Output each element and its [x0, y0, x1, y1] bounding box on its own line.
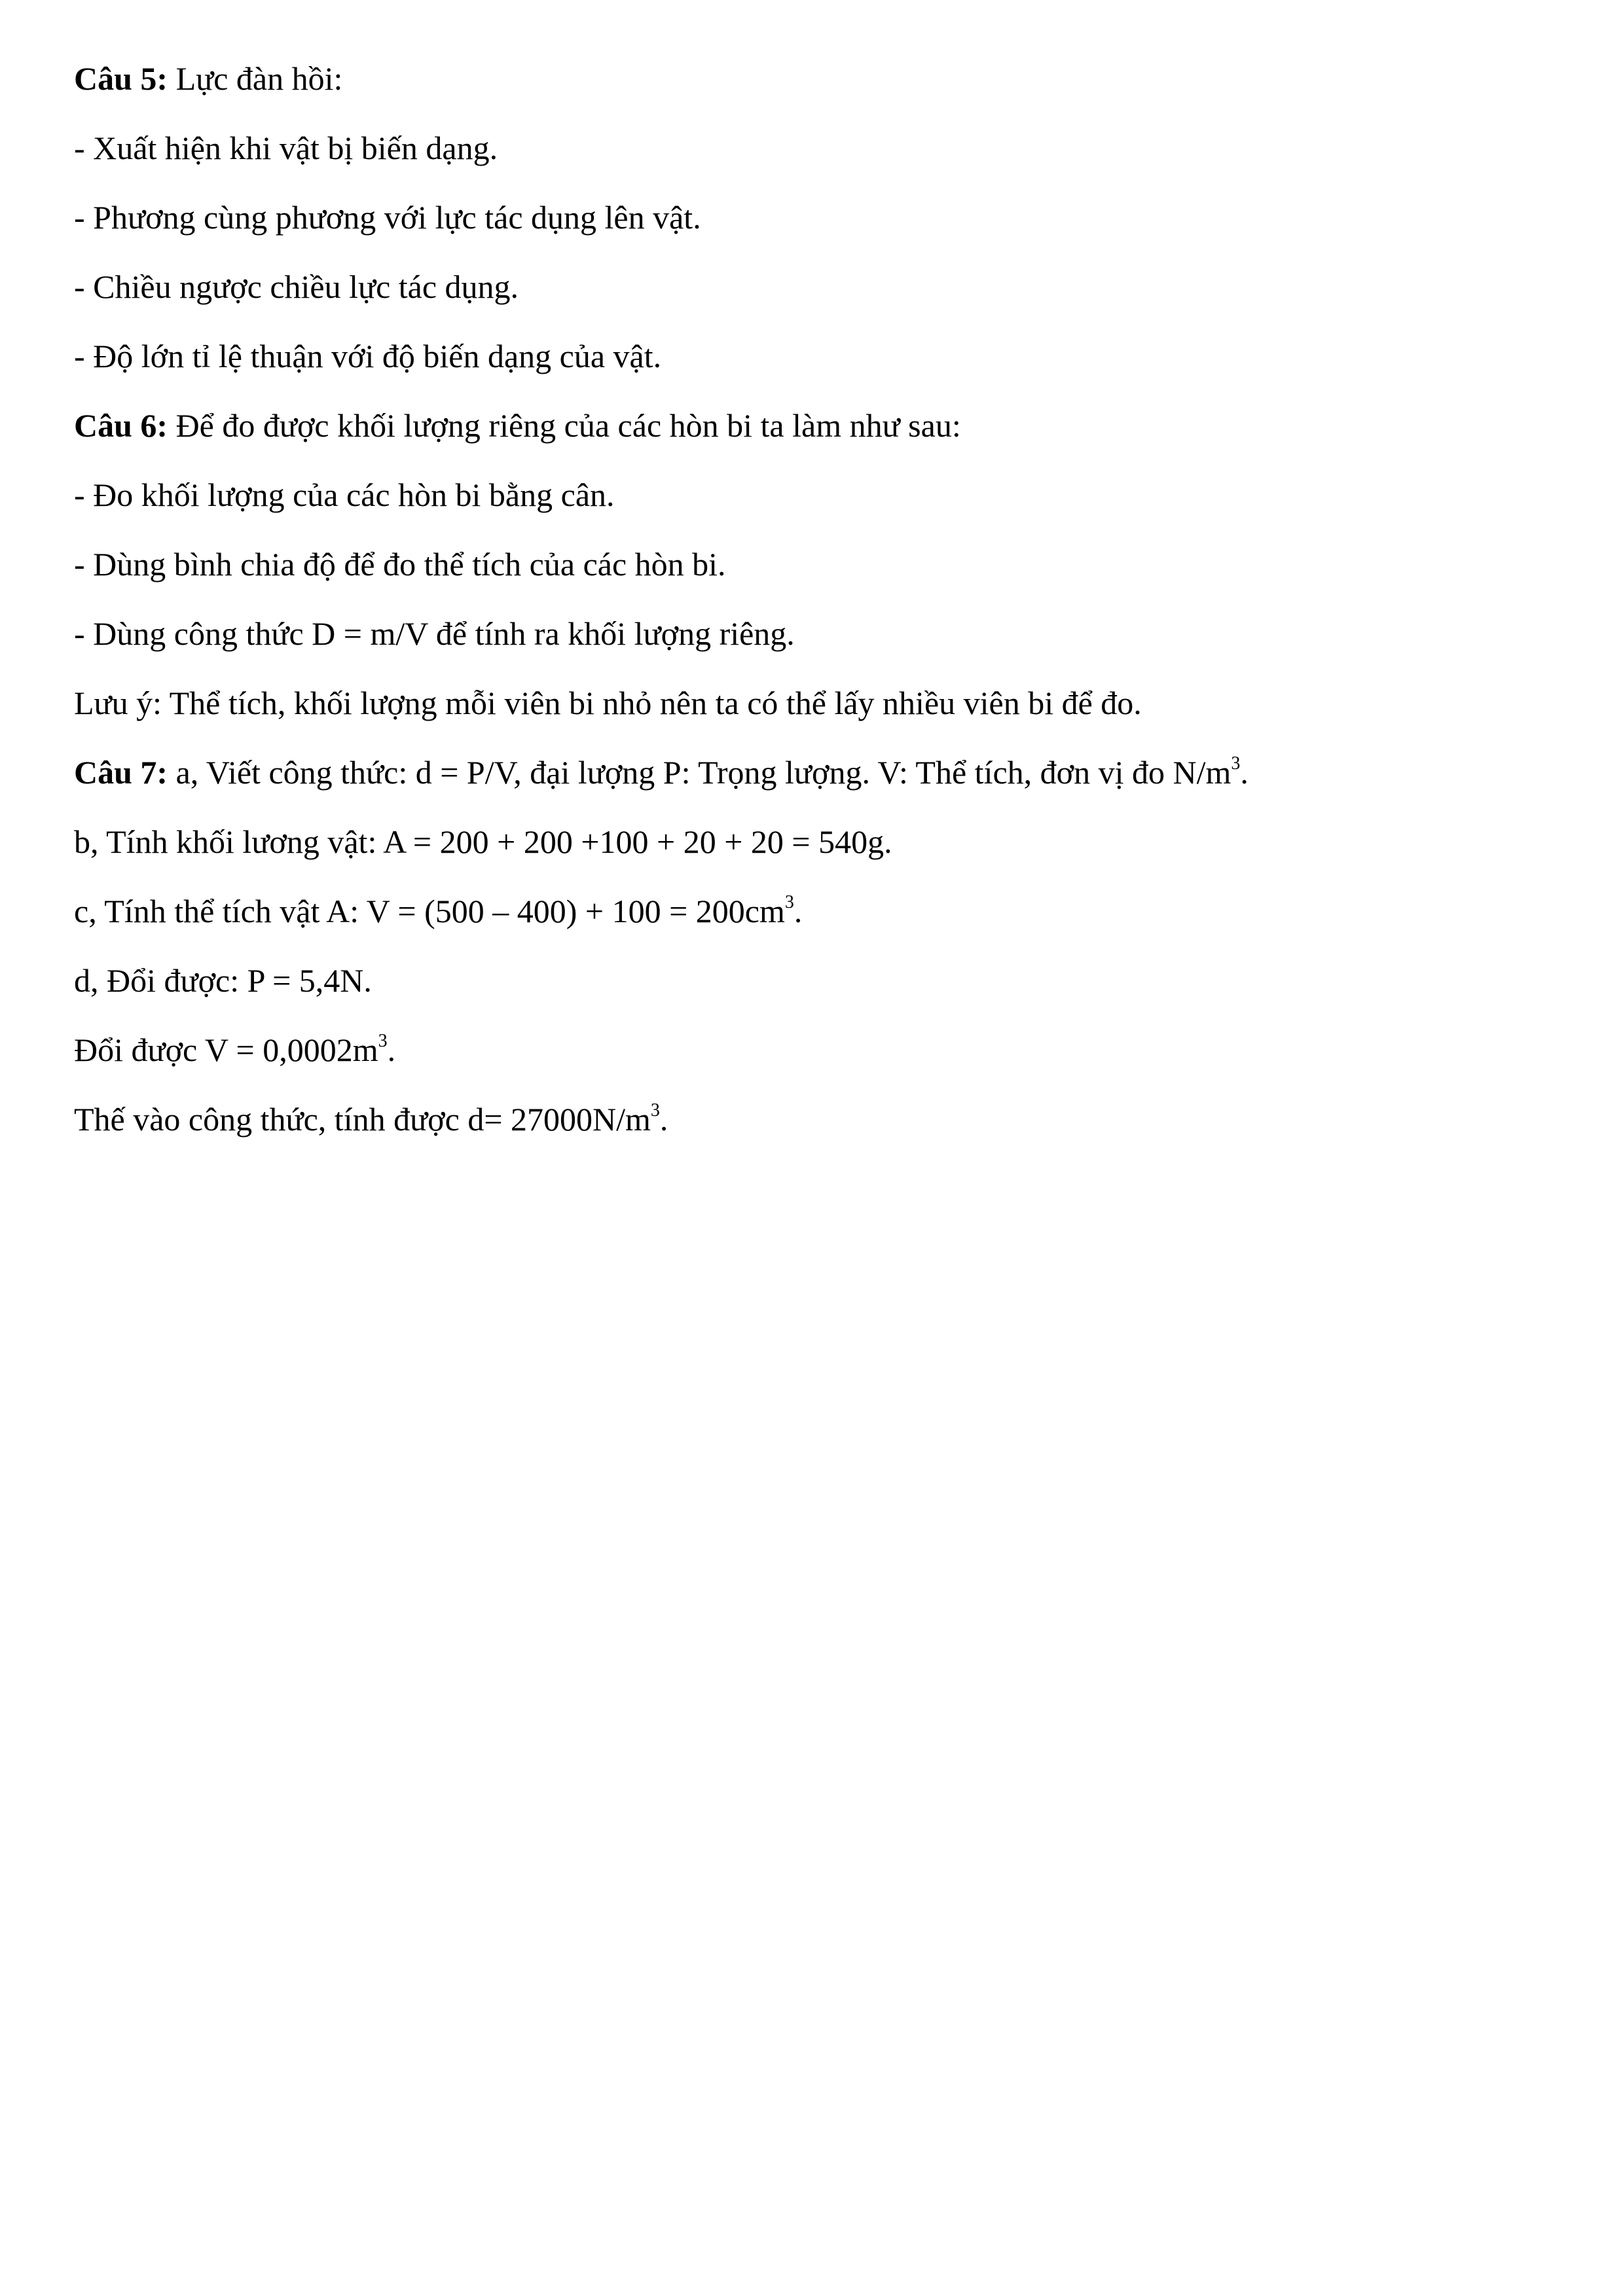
q7-f-line: [74, 1100, 1547, 1169]
q5-title: Lực đàn hồi:: [168, 60, 343, 97]
q7-e-sup: 3: [378, 1031, 388, 1051]
q6-title-line: [74, 406, 1547, 475]
q7-a-end: .: [1240, 754, 1249, 791]
q7-f-text: Thế vào công thức, tính được d= 27000N/m: [74, 1101, 651, 1138]
q6-item-2: - Dùng bình chia độ để đo thể tích của các hòn bi.: [74, 546, 726, 583]
q7-e-line: [74, 1030, 1547, 1100]
q7-a-line: [74, 753, 1547, 822]
q7-c-sup: 3: [784, 892, 794, 912]
q6-heading: Câu 6:: [74, 407, 168, 444]
q5-heading: Câu 5:: [74, 60, 168, 97]
q7-b-line: b, Tính khối lương vật: A = 200 + 200 +100 + 20 + 20 = 540g.: [74, 823, 892, 860]
q7-heading: Câu 7:: [74, 754, 168, 791]
q6-item-3: - Dùng công thức D = m/V để tính ra khối lượng riêng.: [74, 615, 795, 652]
answer-text: [74, 59, 1547, 1169]
q7-c-line: [74, 891, 1547, 961]
q6-title: Để đo được khối lượng riêng của các hòn bi ta làm như sau:: [168, 407, 961, 444]
q7-a-sup: 3: [1231, 753, 1241, 774]
q5-title-line: [74, 59, 1547, 128]
q7-c-text: c, Tính thể tích vật A: V = (500 – 400) + 100 = 200cm: [74, 893, 785, 929]
q6-note: Lưu ý: Thể tích, khối lượng mỗi viên bi nhỏ nên ta có thể lấy nhiều viên bi để đo.: [74, 685, 1142, 721]
q5-item-4: - Độ lớn tỉ lệ thuận với độ biến dạng của vật.: [74, 338, 662, 374]
q7-f-end: .: [659, 1101, 668, 1138]
q7-e-text: Đổi được V = 0,0002m: [74, 1031, 378, 1068]
q7-c-end: .: [793, 893, 803, 929]
q5-item-2: - Phương cùng phương với lực tác dụng lên vật.: [74, 199, 701, 236]
q6-item-1: - Đo khối lượng của các hòn bi bằng cân.: [74, 476, 615, 513]
q7-f-sup: 3: [650, 1100, 660, 1121]
q7-e-end: .: [387, 1031, 396, 1068]
q5-item-3: - Chiều ngược chiều lực tác dụng.: [74, 268, 519, 305]
q7-d-line: d, Đổi được: P = 5,4N.: [74, 962, 372, 999]
q7-a-text: a, Viết công thức: d = P/V, đại lượng P: Trọng lượng. V: Thể tích, đơn vị đo N/m: [168, 754, 1231, 791]
q5-item-1: - Xuất hiện khi vật bị biến dạng.: [74, 130, 498, 166]
